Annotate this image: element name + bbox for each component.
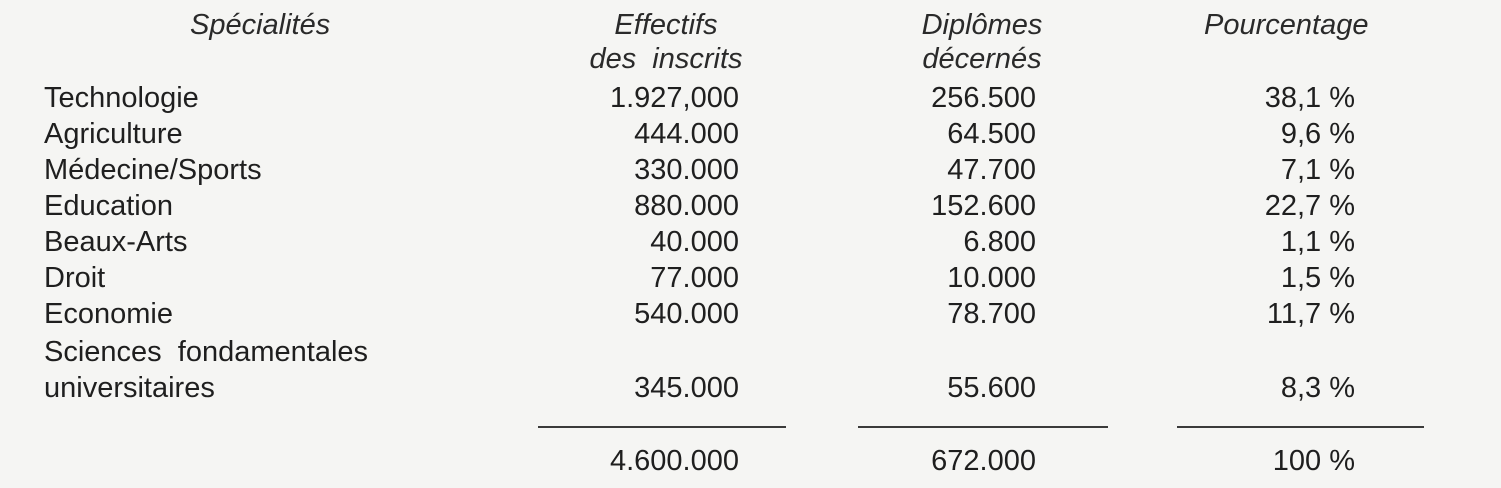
row-pourcentage: 38,1 % bbox=[1264, 82, 1355, 114]
header-specialites: Spécialités bbox=[190, 9, 331, 41]
row-diplomes: 152.600 bbox=[931, 190, 1036, 222]
row-specialite: Technologie bbox=[44, 82, 199, 114]
row-specialite-line1: Sciences fondamentales bbox=[44, 336, 369, 368]
row-diplomes: 47.700 bbox=[947, 154, 1036, 186]
row-diplomes: 55.600 bbox=[947, 372, 1036, 404]
header-diplomes-line2: décernés bbox=[922, 43, 1042, 75]
table-row bbox=[0, 370, 1501, 406]
table-row bbox=[0, 296, 1501, 332]
row-pourcentage: 1,1 % bbox=[1280, 226, 1355, 258]
row-effectifs: 77.000 bbox=[650, 262, 739, 294]
row-effectifs: 444.000 bbox=[634, 118, 739, 150]
row-specialite: Beaux-Arts bbox=[44, 226, 188, 258]
row-specialite-line2: universitaires bbox=[44, 372, 215, 404]
row-pourcentage: 9,6 % bbox=[1280, 118, 1355, 150]
row-diplomes: 256.500 bbox=[931, 82, 1036, 114]
row-diplomes: 64.500 bbox=[947, 118, 1036, 150]
row-effectifs: 40.000 bbox=[650, 226, 739, 258]
table-row bbox=[0, 80, 1501, 116]
row-effectifs: 540.000 bbox=[634, 298, 739, 330]
row-specialite: Médecine/Sports bbox=[44, 154, 262, 186]
row-pourcentage: 7,1 % bbox=[1280, 154, 1355, 186]
row-specialite: Economie bbox=[44, 298, 173, 330]
row-diplomes: 10.000 bbox=[947, 262, 1036, 294]
row-diplomes: 6.800 bbox=[963, 226, 1036, 258]
table-row bbox=[0, 260, 1501, 296]
header-effectifs bbox=[566, 8, 766, 76]
row-effectifs: 880.000 bbox=[634, 190, 739, 222]
header-diplomes-line1: Diplômes bbox=[921, 9, 1043, 41]
row-pourcentage: 11,7 % bbox=[1266, 298, 1355, 330]
total-diplomes: 672.000 bbox=[931, 445, 1036, 477]
totals-row bbox=[0, 443, 1501, 479]
row-effectifs: 345.000 bbox=[634, 372, 739, 404]
row-pourcentage: 1,5 % bbox=[1280, 262, 1355, 294]
header-pourcentage: Pourcentage bbox=[1204, 9, 1369, 41]
total-rule-pourcentage bbox=[1177, 426, 1424, 428]
table-row bbox=[0, 224, 1501, 260]
row-pourcentage: 8,3 % bbox=[1280, 372, 1355, 404]
header-effectifs-line2: des inscrits bbox=[589, 43, 743, 75]
total-effectifs: 4.600.000 bbox=[609, 445, 739, 477]
row-specialite: Education bbox=[44, 190, 173, 222]
total-rule-diplomes bbox=[858, 426, 1108, 428]
header-diplomes bbox=[896, 8, 1068, 76]
table-row bbox=[0, 116, 1501, 152]
table-row bbox=[0, 152, 1501, 188]
total-rule-effectifs bbox=[538, 426, 786, 428]
row-specialite: Agriculture bbox=[44, 118, 183, 150]
table-row bbox=[0, 188, 1501, 224]
row-pourcentage: 22,7 % bbox=[1264, 190, 1355, 222]
header-effectifs-line1: Effectifs bbox=[614, 9, 718, 41]
row-effectifs: 330.000 bbox=[634, 154, 739, 186]
row-effectifs: 1.927,000 bbox=[609, 82, 739, 114]
row-diplomes: 78.700 bbox=[947, 298, 1036, 330]
row-specialite: Droit bbox=[44, 262, 106, 294]
total-pourcentage: 100 % bbox=[1272, 445, 1355, 477]
